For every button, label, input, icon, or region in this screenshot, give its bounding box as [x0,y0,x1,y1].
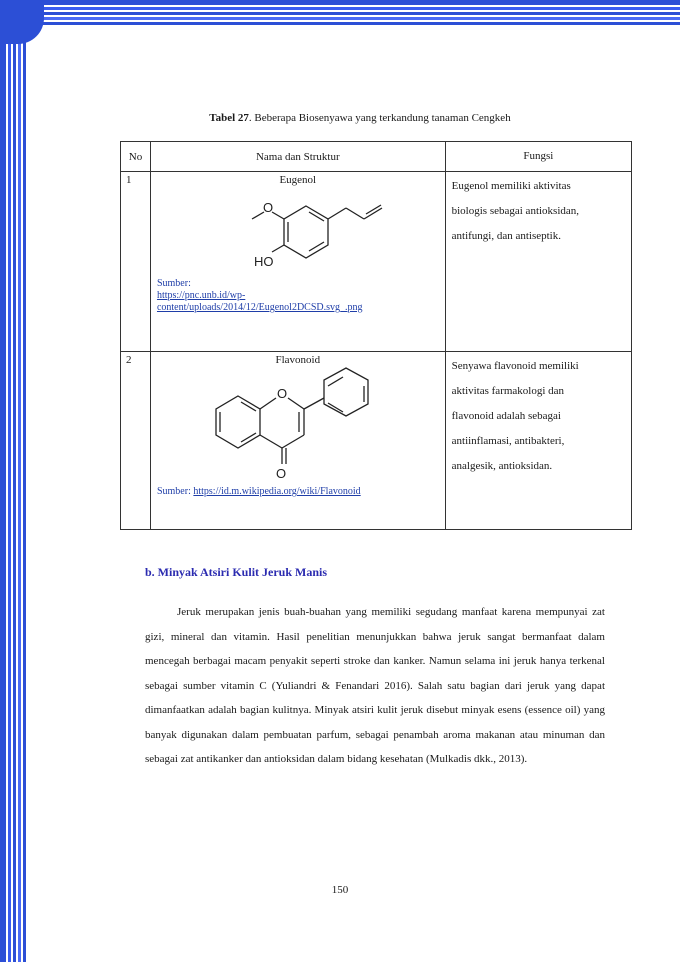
section-heading: b. Minyak Atsiri Kulit Jeruk Manis [145,565,328,579]
table-row [121,352,632,530]
table-header-row [121,142,632,172]
svg-text:O: O [262,200,273,215]
function-line: Senyawa flavonoid memiliki [451,360,579,372]
source-citation [157,486,439,498]
function-line: aktivitas farmakologi dan [451,385,565,397]
function-cell [445,172,631,352]
source-label: Sumber: [156,278,191,289]
table-row [121,172,632,352]
svg-text:HO: HO [253,254,274,269]
header-name: Nama dan Struktur [150,142,445,172]
eugenol-structure [188,186,408,278]
function-line: flavonoid adalah sebagai [451,410,561,422]
row-number: 1 [121,172,151,352]
body-paragraph [145,600,605,772]
table-caption [120,112,600,124]
flavonoid-structure [188,366,408,486]
svg-text:O: O [275,466,286,481]
function-line: Eugenol memiliki aktivitas [451,180,571,192]
function-line: antifungi, dan antiseptik. [451,230,561,242]
row-number: 2 [121,352,151,530]
left-border-decoration [0,0,28,962]
header-function: Fungsi [445,142,631,172]
compound-name: Flavonoid [275,354,321,366]
function-line: antiinflamasi, antibakteri, [451,435,565,447]
paragraph-text: Jeruk merupakan jenis buah-buahan yang memiliki segudang manfaat karena mempunyai zat gizi, mineral dan vitamin. Hasil penelitian menunjukkan bahwa jeruk sangat bermanfaat dalam mencegah berbagai macam penyakit seperti stroke dan kanker. Namun selama ini jeruk hanya terkenal sebagai sumber vitamin C (Yuliandri & Fenandari 2016). Salah satu bagian dari jeruk yang dapat dimanfaatkan adalah bagian kulitnya. Minyak atsiri kulit jeruk disebut minyak esens (essence oil) yang banyak digunakan dalam pembuatan parfum, sebagai penambah aroma makanan atau minuman dan sebagai zat antikanker dan antioksidan dalam bidang kesehatan (Mulkadis dkk., 2013). [145,606,605,765]
header-no: No [121,142,151,172]
source-citation [157,278,439,314]
caption-label: Tabel 27 [209,112,249,124]
compound-name: Eugenol [279,174,317,186]
source-link[interactable]: https://id.m.wikipedia.org/wiki/Flavonoid [193,486,361,497]
function-line: biologis sebagai antioksidan, [451,205,580,217]
caption-text: . Beberapa Biosenyawa yang terkandung tanaman Cengkeh [248,112,511,124]
compound-cell [150,172,445,352]
svg-text:O: O [276,386,287,401]
page-number: 150 [331,884,349,896]
source-link[interactable]: https://pnc.unb.id/wp-content/uploads/2014/12/Eugenol2DCSD.svg_.png [156,290,363,313]
top-border-decoration [28,0,680,32]
function-cell [445,352,631,530]
corner-decoration [0,0,44,44]
function-line: analgesik, antioksidan. [451,460,553,472]
compound-cell [150,352,445,530]
source-label: Sumber: [156,486,191,497]
compound-table [120,141,632,530]
